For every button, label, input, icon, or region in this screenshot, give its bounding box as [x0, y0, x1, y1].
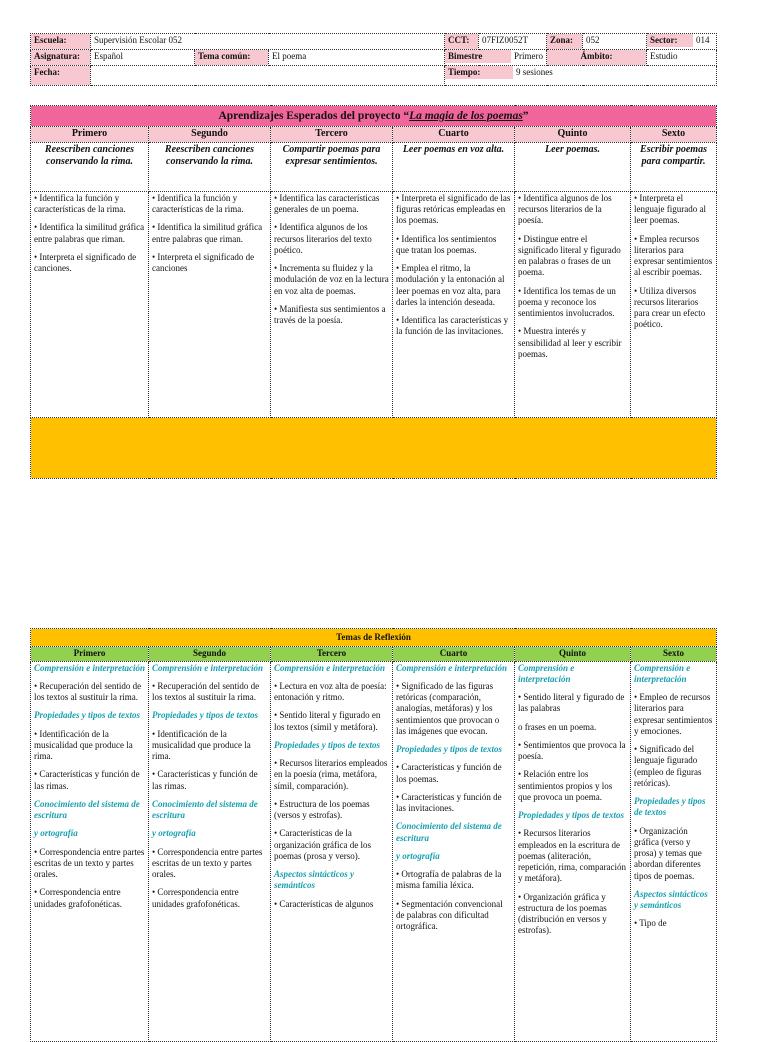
list-item: • Utiliza diversos recursos literarios para crear un efecto poético.: [634, 285, 706, 330]
list-item: • Lectura en voz alta de poesía: entonación y ritmo.: [274, 680, 387, 702]
empty-orange-row: [31, 417, 717, 478]
asignatura-value: Español: [91, 50, 195, 66]
temas-grade-header-4: Quinto: [515, 647, 631, 661]
aprendizajes-col-5: [631, 191, 717, 417]
list-item: • Identifica la similitud gráfica entre palabras que riman.: [152, 222, 263, 244]
list-item: • Manifiesta sus sentimientos a través de la poesía.: [274, 303, 386, 326]
list-item: • Identifica algunos de los recursos literarios del texto poético.: [274, 222, 372, 255]
temas-col-1: [149, 661, 271, 1041]
tema-label: Tema común:: [195, 50, 269, 66]
category-heading: Propiedades y tipos de textos: [634, 796, 706, 818]
list-item: • Identifica las características y la función de las invitaciones.: [396, 315, 509, 337]
list-item: • Incrementa su fluidez y la modulación de voz en la lectura en voz alta de poemas.: [274, 263, 389, 296]
list-item: • Características y función de las invitaciones.: [396, 791, 502, 813]
list-item: • Correspondencia entre partes escritas de un texto y partes orales.: [152, 846, 263, 879]
list-item: • Muestra interés y sensibilidad al leer y escribir poemas.: [518, 326, 622, 359]
list-item: • Sentido literal y figurado en los textos (símil y metáfora).: [274, 710, 381, 732]
list-item: • Relación entre los sentimientos propios y los que provoca un poema.: [518, 769, 613, 802]
list-item: • Significado del lenguaje figurado (empleo de figuras retóricas).: [634, 744, 702, 788]
escuela-value: Supervisión Escolar 052: [91, 34, 445, 50]
list-item: • Identifica algunos de los recursos literarios de la poesía.: [518, 192, 612, 226]
category-heading: Propiedades y tipos de textos: [396, 744, 502, 754]
temas-col-2: [271, 661, 393, 1041]
list-item: • Identifica los sentimientos que tratan los poemas.: [396, 233, 497, 255]
category-heading: y ortografía: [152, 828, 196, 839]
category-heading: Propiedades y tipos de textos: [274, 739, 380, 750]
temas-grade-header-3: Cuarto: [393, 647, 515, 661]
temas-col-0: [31, 661, 149, 1041]
category-heading: Comprensión e interpretación: [34, 662, 146, 673]
grade-header-3: Cuarto: [393, 127, 515, 143]
grade-header-2: Tercero: [271, 127, 393, 143]
list-item: • Identificación de la musicalidad que produce la rima.: [152, 728, 251, 761]
category-heading: y ortografía: [396, 850, 440, 861]
grade-header-4: Quinto: [515, 127, 631, 143]
category-heading: y ortografía: [34, 828, 78, 839]
list-item: • Recursos literarios empleados en la escritura de poemas (aliteración, repetición, rima, comparación y metáfora).: [518, 828, 626, 884]
list-item: • Correspondencia entre unidades grafofonéticas.: [152, 887, 240, 909]
grade-header-5: Sexto: [631, 127, 717, 143]
list-item: • Interpreta el significado de las figuras retóricas empleadas en los poemas.: [396, 192, 511, 226]
list-item: • Interpreta el significado de canciones: [152, 251, 255, 274]
list-item: • Significado de las figuras retóricas (comparación, analogías, metáforas) y los sentimientos que provocan o las imágenes que evocan.: [396, 680, 500, 736]
grade-header-1: Segundo: [149, 127, 271, 143]
list-item: • Segmentación convencional de palabras con dificultad ortográfica.: [396, 898, 503, 931]
list-item: • Correspondencia entre partes escritas de un texto y partes orales.: [34, 846, 145, 879]
list-item: • Tipo de: [634, 918, 667, 929]
list-item: • Recuperación del sentido de los textos al sustituir la rima.: [34, 680, 142, 702]
temas-col-3: [393, 661, 515, 1041]
list-item: • Emplea el ritmo, la modulación y la entonación al leer poemas en voz alta, para darles la intención deseada.: [396, 263, 505, 307]
category-heading: Conocimiento del sistema de escritura: [34, 798, 140, 820]
list-item: • Características y función de los poemas.: [396, 762, 502, 784]
temas-grade-header-0: Primero: [31, 647, 149, 661]
aprendizajes-title-prefix: Aprendizajes Esperados del proyecto “: [218, 110, 410, 122]
list-item: • Sentido literal y figurado de las palabras: [518, 692, 625, 714]
list-item: • Organización gráfica (verso y prosa) y temas que abordan diferentes tipos de poemas.: [634, 825, 702, 881]
temas-grade-header-2: Tercero: [271, 647, 393, 661]
tiempo-label: Tiempo:: [445, 66, 513, 79]
bimestre-value: Primero: [514, 51, 544, 61]
aprendizajes-title-suffix: ”: [522, 110, 529, 122]
temas-table: [30, 628, 717, 1042]
aprendizajes-col-0: [31, 191, 149, 417]
category-heading: Comprensión e interpretación: [396, 662, 508, 673]
goal-1: Reescriben canciones conservando la rima.: [149, 142, 271, 191]
goal-3: Leer poemas en voz alta.: [393, 142, 515, 191]
project-name: La magia de los poemas: [409, 110, 523, 122]
category-heading: Aspectos sintácticos y semánticos: [274, 869, 354, 891]
zona-value: 052: [583, 34, 647, 50]
list-item: • Recuperación del sentido de los textos al sustituir la rima.: [152, 680, 260, 702]
goal-0: Reescriben canciones conservando la rima.: [31, 142, 149, 191]
list-item: • Identifica las características generales de un poema.: [274, 192, 380, 215]
aprendizajes-col-4: [515, 191, 631, 417]
goal-2: Compartir poemas para expresar sentimientos.: [271, 142, 393, 191]
aprendizajes-grid: [30, 105, 717, 479]
category-heading: Propiedades y tipos de textos: [34, 710, 140, 721]
list-item: o frases en un poema.: [518, 721, 597, 732]
category-heading: Comprensión e interpretación: [518, 662, 575, 684]
list-item: • Emplea recursos literarios para expresar sentimientos al escribir poemas.: [634, 233, 713, 278]
aprendizajes-col-2: [271, 191, 393, 417]
sector-label: Sector:: [647, 34, 693, 47]
list-item: • Características de algunos: [274, 898, 374, 909]
category-heading: Conocimiento del sistema de escritura: [152, 798, 258, 820]
asignatura-label: Asignatura:: [31, 50, 91, 66]
list-item: • Organización gráfica y estructura de los poemas (distribución en versos y estrofas).: [518, 891, 607, 936]
temas-grade-header-1: Segundo: [149, 647, 271, 661]
grade-header-0: Primero: [31, 127, 149, 143]
list-item: • Sentimientos que provoca la poesía.: [518, 739, 626, 761]
aprendizajes-col-3: [393, 191, 515, 417]
zona-label: Zona:: [547, 34, 583, 50]
goal-4: Leer poemas.: [515, 142, 631, 191]
list-item: • Identifica la similitud gráfica entre palabras que riman.: [34, 222, 145, 244]
list-item: • Empleo de recursos literarios para expresar sentimientos y emociones.: [634, 692, 713, 736]
goal-5: Escribir poemas para compartir.: [631, 142, 717, 191]
category-heading: Comprensión e interpretación: [274, 662, 386, 673]
temas-col-4: [515, 661, 631, 1041]
list-item: • Identificación de la musicalidad que produce la rima.: [34, 728, 133, 761]
cct-value: 07FIZ0052T: [479, 34, 547, 50]
list-item: • Recursos literarios empleados en la poesía (rima, metáfora, símil, comparación).: [274, 758, 388, 791]
category-heading: Aspectos sintácticos y semánticos: [634, 888, 708, 910]
list-item: • Interpreta el lenguaje figurado al leer poemas.: [634, 192, 706, 226]
tema-value: El poema: [269, 50, 445, 66]
list-item: • Identifica los temas de un poema y reconoce los sentimientos involucrados.: [518, 285, 616, 319]
aprendizajes-title: [31, 106, 717, 127]
category-heading: Comprensión e interpretación: [634, 662, 691, 684]
category-heading: Propiedades y tipos de textos: [518, 810, 624, 820]
list-item: • Estructura de los poemas (versos y estrofas).: [274, 798, 370, 820]
list-item: • Ortografía de palabras de la misma familia léxica.: [396, 869, 502, 891]
list-item: • Correspondencia entre unidades grafofonéticas.: [34, 887, 122, 909]
list-item: • Identifica la función y características de la rima.: [34, 192, 126, 215]
list-item: • Distingue entre el significado literal y figurado en palabras o frases de un poema.: [518, 233, 621, 278]
temas-title: Temas de Reflexión: [31, 629, 717, 647]
list-item: • Características de la organización gráfica de los poemas (prosa y verso).: [274, 828, 372, 861]
cct-label: CCT:: [445, 34, 479, 50]
list-item: • Características y función de las rimas.: [152, 769, 258, 791]
fecha-label: Fecha:: [31, 66, 91, 86]
escuela-label: Escuela:: [31, 34, 91, 50]
temas-grade-header-5: Sexto: [631, 647, 717, 661]
list-item: • Características y función de las rimas.: [34, 769, 140, 791]
list-item: • Identifica la función y características de la rima.: [152, 192, 244, 215]
bimestre-label: Bimestre: [445, 50, 511, 63]
temas-col-5: [631, 661, 717, 1041]
list-item: • Interpreta el significado de canciones.: [34, 251, 137, 274]
fecha-value: [91, 66, 445, 86]
ambito-label: Ámbito:: [547, 50, 647, 66]
tiempo-value: 9 sesiones: [516, 67, 553, 77]
ambito-value: Estudio: [647, 50, 717, 66]
aprendizajes-col-1: [149, 191, 271, 417]
aprendizajes-table: [30, 33, 717, 86]
category-heading: Comprensión e interpretación: [152, 662, 264, 673]
sector-value: 014: [696, 35, 710, 45]
category-heading: Conocimiento del sistema de escritura: [396, 821, 502, 843]
category-heading: Propiedades y tipos de textos: [152, 710, 258, 721]
